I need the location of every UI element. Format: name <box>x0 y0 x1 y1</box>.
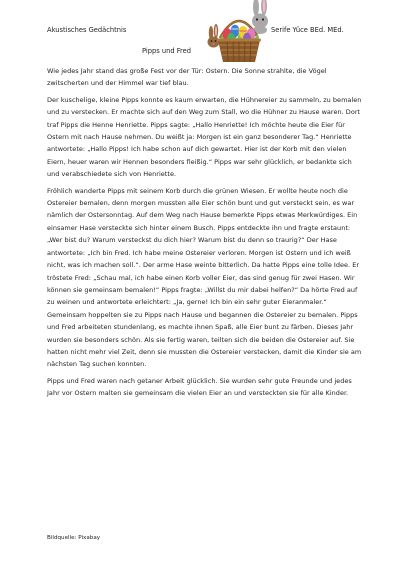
paragraph: Der kuschelige, kleine Pipps konnte es kaum erwarten, die Hühnereier zu sammeln, zu bemalen und zu verstecken. Er machte sich auf den Weg zum Stall, wo die Hühner zu Hause waren. Dort traf Pipps die Henne Henriette. Pipps sagte: „Hallo Henriette! Ich möchte heute die Eier für Ostern mit nach Hause nehmen. Du weißt ja: Morgen ist ein ganz besonderer Tag.“ Henriette antwortete: „Hallo Pipps! Ich habe schon auf dich gewartet. Hier ist der Korb mit den vielen Eiern, heuer waren wir Hennen besonders fleißig.“ Pipps war sehr glücklich, er bedankte sich und verabschiedete sich von Henriette. <box>47 95 362 179</box>
header-author: Serife Yüce BEd. MEd. <box>271 26 344 34</box>
paragraph: Wie jedes Jahr stand das große Fest vor der Tür: Ostern. Die Sonne strahlte, die Vögel zwitscherten und der Himmel war tief blau. <box>47 67 327 88</box>
paragraph: Pipps und Fred waren nach getaner Arbeit glücklich. Sie wurden sehr gute Freunde und jedes Jahr vor Ostern malten sie gemeinsam die vielen Eier an und versteckten sie für alle Kinder. <box>47 376 352 398</box>
paragraph: Fröhlich wanderte Pipps mit seinem Korb durch die grünen Wiesen. Er wollte heute noch die Ostereier bemalen, denn morgen mussten alle Eier schön bunt und gut versteckt sein, es war nämlich der Ostersonntag. Auf dem Weg nach Hause bemerkte Pipps etwas Merkwürdiges. Ein einsamer Hase versteckte sich hinter einem Busch. Pipps entdeckte ihn und fragte erstaunt: „Wer bist du? Warum versteckst du dich hier? Warum bist du denn so traurig?“ Der Hase antwortete: „Ich bin Fred. Ich habe meine Ostereier verloren. Morgen ist Ostern und ich weiß nicht, was ich machen soll.“. Der arme Hase weinte bitterlich. Da hatte Pipps eine tolle Idee. Er tröstete Fred: „Schau mal, ich habe einen Korb voller Eier, das sind genug für zwei Hasen. Wir können sie gemeinsam bemalen!“ Pipps fragte: „Willst du mir dabei helfen?“ Da hörte Fred auf zu weinen und antwortete erleichtert: „Ja, gerne! Ich bin ein sehr guter Eieranmaler.“ Gemeinsam hoppelten sie zu Pipps nach Hause und begannen die Ostereier zu bemalen. Pipps und Fred arbeiteten stundenlang, es machte ihnen Spaß, alle Eier bunt zu färben. Dieses Jahr wurden sie besonders schön. Als sie fertig waren, teilten sich die beiden die Ostereier auf. Sie hatten nicht mehr viel Zeit, denn sie mussten die Ostereier verstecken, damit die Kinder sie am nächsten Tag suchen konnten. <box>47 186 362 369</box>
image-source-note: Bildquelle: Pixabay <box>47 535 101 541</box>
story-title: Pipps und Fred <box>142 47 192 55</box>
story-body <box>47 65 363 404</box>
header-subject: Akustisches Gedächtnis <box>47 26 127 34</box>
easter-bunny-basket-icon <box>203 0 275 66</box>
